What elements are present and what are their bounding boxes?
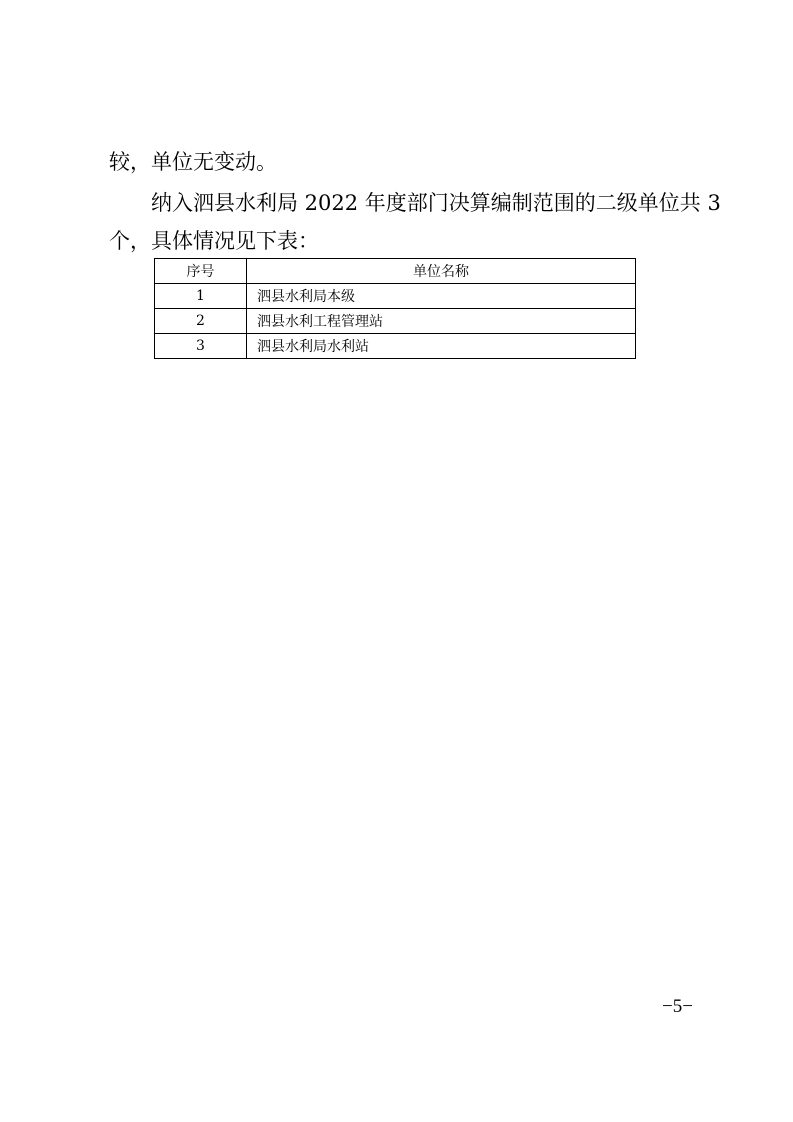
table-row bbox=[155, 309, 636, 334]
row-number: 1 bbox=[155, 284, 247, 309]
unit-name: 泗县水利工程管理站 bbox=[247, 309, 636, 334]
column-header-number: 序号 bbox=[155, 259, 247, 284]
table-row bbox=[155, 284, 636, 309]
units-table bbox=[154, 258, 636, 359]
paragraph-line: 纳入泗县水利局 2022 年度部门决算编制范围的二级单位共 3 bbox=[151, 191, 721, 215]
row-number: 3 bbox=[155, 334, 247, 359]
unit-name: 泗县水利局本级 bbox=[247, 284, 636, 309]
paragraph-line: 个，具体情况见下表： bbox=[109, 229, 319, 253]
column-header-unit-name: 单位名称 bbox=[247, 259, 636, 284]
row-number: 2 bbox=[155, 309, 247, 334]
unit-name: 泗县水利局水利站 bbox=[247, 334, 636, 359]
table-row bbox=[155, 334, 636, 359]
paragraph-line: 较，单位无变动。 bbox=[109, 150, 277, 174]
table-header-row bbox=[155, 259, 636, 284]
page-number: −5− bbox=[662, 996, 693, 1017]
